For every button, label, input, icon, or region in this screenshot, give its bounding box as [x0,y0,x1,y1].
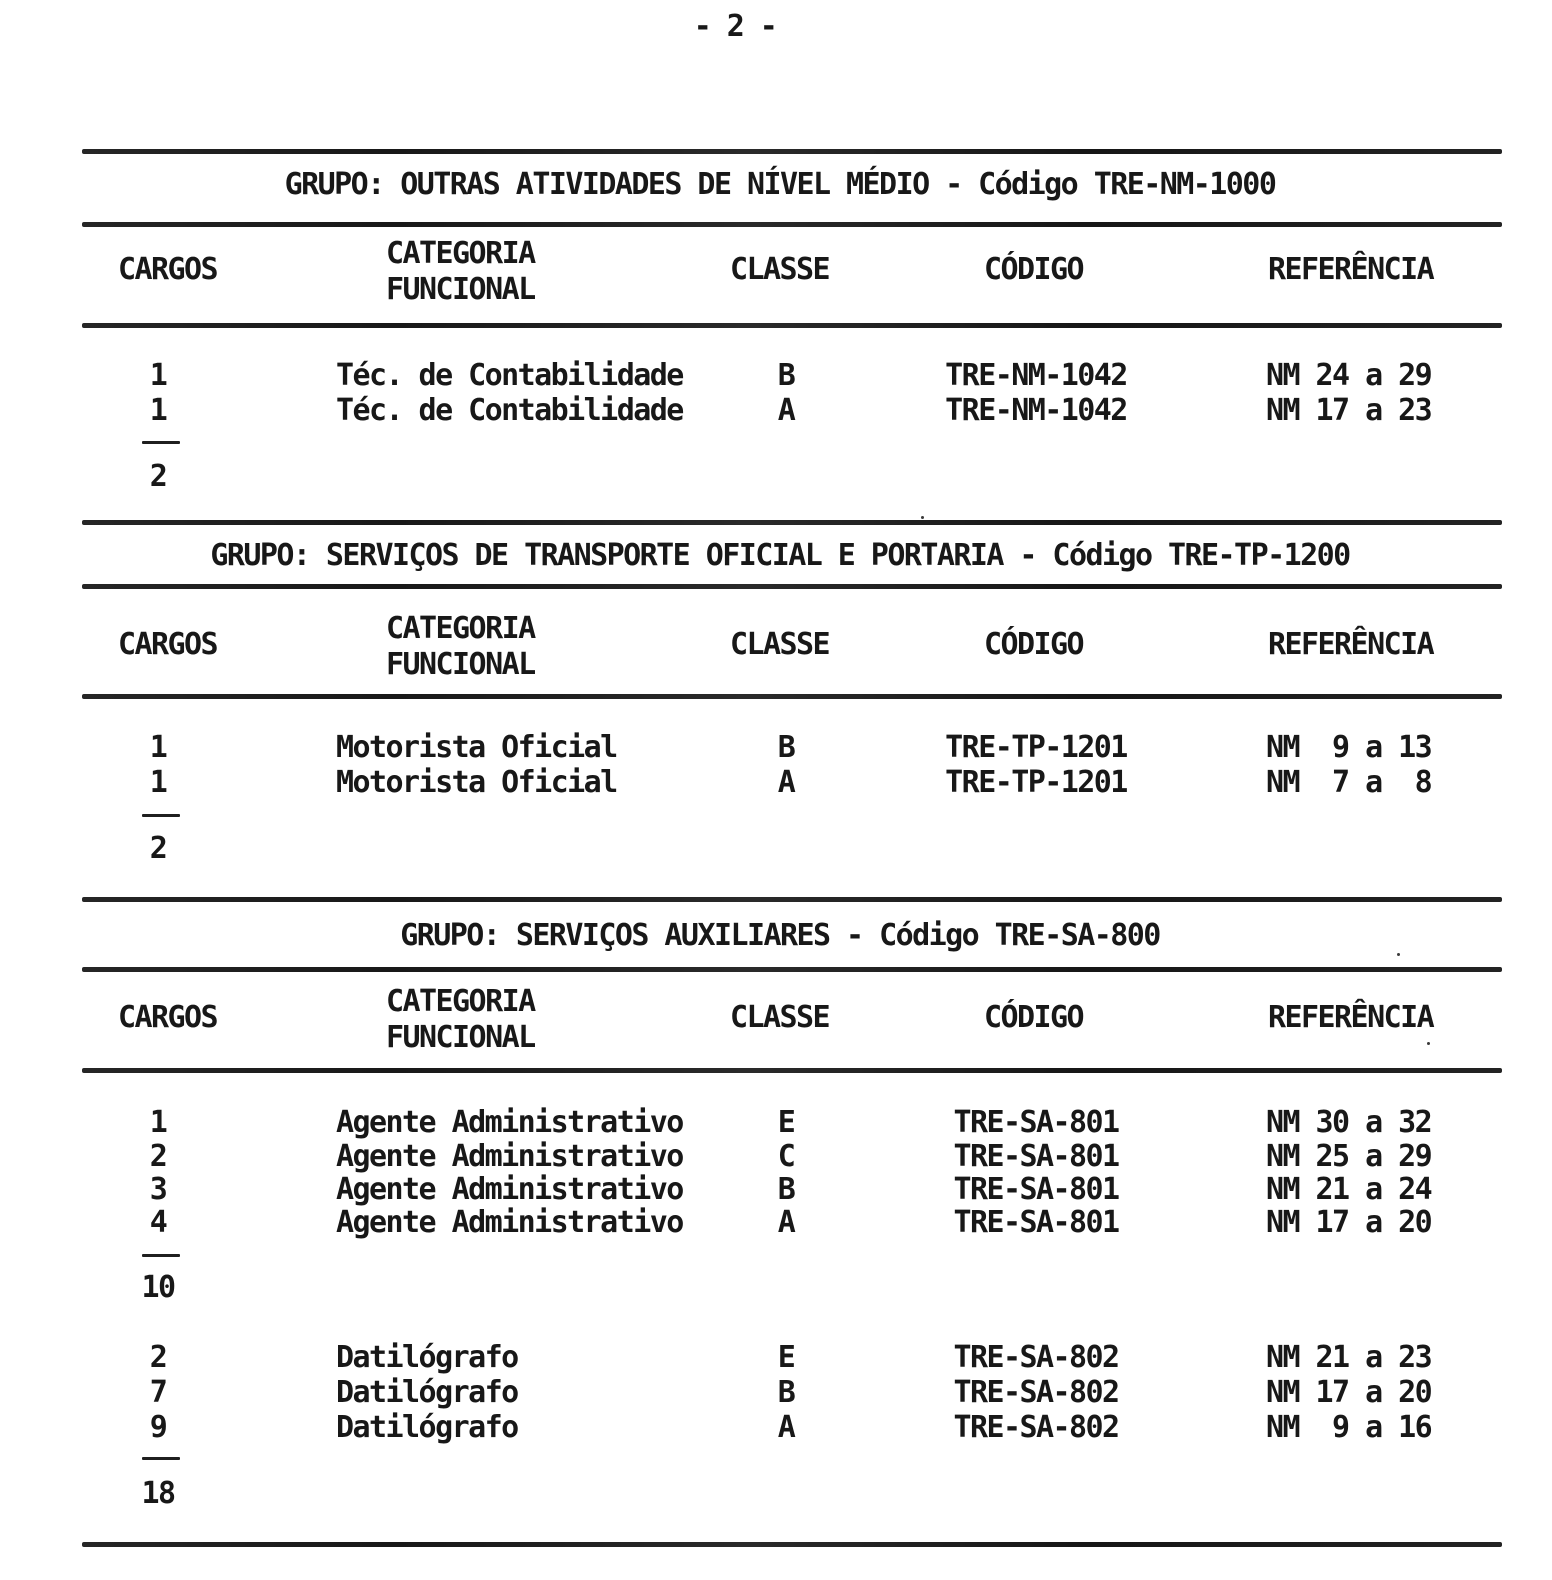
total-row [0,459,1552,495]
column-header-cargos: CARGOS [118,627,218,662]
column-header-categoria-line1: CATEGORIA [386,611,535,646]
table-row [0,730,1552,766]
cell-codigo: TRE-SA-801 [953,1172,1119,1207]
horizontal-rule [82,149,1502,154]
column-header-codigo: CÓDIGO [984,252,1084,287]
horizontal-rule [82,323,1502,328]
column-header-categoria-line1: CATEGORIA [386,236,535,271]
cell-referencia: NM 25 a 29 [1266,1139,1432,1174]
table3-group-title: GRUPO: SERVIÇOS AUXILIARES - Código TRE-SA-800 [400,918,1160,953]
column-header-classe: CLASSE [730,627,830,662]
cell-codigo: TRE-SA-802 [953,1375,1119,1410]
total-value: 18 [141,1476,175,1511]
cell-referencia: NM 7 a 8 [1266,765,1432,800]
cell-referencia: NM 17 a 20 [1266,1205,1432,1240]
column-header-categoria-line2: FUNCIONAL [386,272,535,307]
table1-group-title: GRUPO: OUTRAS ATIVIDADES DE NÍVEL MÉDIO - Código TRE-NM-1000 [284,167,1276,202]
cell-referencia: NM 30 a 32 [1266,1105,1432,1140]
column-header-categoria-line2: FUNCIONAL [386,1020,535,1055]
table-row [0,1172,1552,1208]
cell-categoria: Motorista Oficial [336,730,617,765]
column-header-categoria-funcional [386,236,535,308]
cell-classe: A [777,393,795,428]
cell-classe: C [777,1139,795,1174]
cell-cargos: 1 [149,393,167,428]
scan-speck [1397,953,1400,956]
column-header-codigo: CÓDIGO [984,627,1084,662]
cell-classe: B [777,358,795,393]
table-row [0,393,1552,429]
cell-codigo: TRE-SA-802 [953,1410,1119,1445]
horizontal-rule [82,967,1502,972]
table-row [0,765,1552,801]
scan-speck [1427,1042,1430,1045]
cell-codigo: TRE-NM-1042 [945,393,1127,428]
horizontal-rule [82,520,1502,525]
cell-cargos: 9 [149,1410,167,1445]
total-row [0,1270,1552,1306]
column-header-categoria-funcional [386,611,535,683]
scan-speck [921,516,924,519]
sum-line [142,1457,180,1460]
total-value: 2 [149,831,167,866]
cell-classe: A [777,1410,795,1445]
cell-codigo: TRE-SA-801 [953,1105,1119,1140]
cell-categoria: Datilógrafo [336,1340,518,1375]
cell-cargos: 1 [149,358,167,393]
cell-categoria: Téc. de Contabilidade [336,393,683,428]
total-row [0,1476,1552,1512]
cell-categoria: Datilógrafo [336,1375,518,1410]
cell-codigo: TRE-TP-1201 [945,730,1127,765]
total-value: 10 [141,1270,175,1305]
table2-header-row [0,611,1552,691]
table-row [0,358,1552,394]
cell-referencia: NM 24 a 29 [1266,358,1432,393]
cell-classe: A [777,765,795,800]
table-row [0,1205,1552,1241]
column-header-classe: CLASSE [730,252,830,287]
cell-cargos: 3 [149,1172,167,1207]
column-header-categoria-line2: FUNCIONAL [386,647,535,682]
cell-classe: B [777,730,795,765]
horizontal-rule [82,1068,1502,1073]
horizontal-rule [82,694,1502,699]
table-row [0,1410,1552,1446]
column-header-referencia: REFERÊNCIA [1268,627,1434,662]
column-header-cargos: CARGOS [118,1000,218,1035]
cell-referencia: NM 9 a 16 [1266,1410,1432,1445]
horizontal-rule [82,222,1502,227]
cell-categoria: Téc. de Contabilidade [336,358,683,393]
cell-referencia: NM 21 a 24 [1266,1172,1432,1207]
page-number: - 2 - [693,9,777,44]
column-header-codigo: CÓDIGO [984,1000,1084,1035]
cell-classe: B [777,1172,795,1207]
column-header-referencia: REFERÊNCIA [1268,252,1434,287]
table-row [0,1139,1552,1175]
table1-header-row [0,236,1552,316]
horizontal-rule [82,1542,1502,1547]
cell-cargos: 1 [149,765,167,800]
cell-categoria: Agente Administrativo [336,1205,683,1240]
table-row [0,1105,1552,1141]
cell-categoria: Motorista Oficial [336,765,617,800]
total-row [0,831,1552,867]
cell-codigo: TRE-SA-802 [953,1340,1119,1375]
horizontal-rule [82,584,1502,589]
cell-classe: E [777,1105,795,1140]
cell-codigo: TRE-NM-1042 [945,358,1127,393]
cell-categoria: Datilógrafo [336,1410,518,1445]
sum-line [142,441,180,444]
table-row [0,1375,1552,1411]
cell-codigo: TRE-SA-801 [953,1205,1119,1240]
column-header-categoria-funcional [386,984,535,1056]
sum-line [142,1254,180,1257]
cell-cargos: 7 [149,1375,167,1410]
cell-classe: E [777,1340,795,1375]
total-value: 2 [149,459,167,494]
horizontal-rule [82,897,1502,902]
cell-cargos: 2 [149,1139,167,1174]
cell-cargos: 2 [149,1340,167,1375]
column-header-classe: CLASSE [730,1000,830,1035]
column-header-cargos: CARGOS [118,252,218,287]
sum-line [142,814,180,817]
cell-cargos: 4 [149,1205,167,1240]
cell-categoria: Agente Administrativo [336,1105,683,1140]
cell-classe: A [777,1205,795,1240]
table-row [0,1340,1552,1376]
cell-classe: B [777,1375,795,1410]
cell-cargos: 1 [149,1105,167,1140]
cell-codigo: TRE-SA-801 [953,1139,1119,1174]
cell-referencia: NM 17 a 20 [1266,1375,1432,1410]
cell-codigo: TRE-TP-1201 [945,765,1127,800]
cell-referencia: NM 21 a 23 [1266,1340,1432,1375]
column-header-categoria-line1: CATEGORIA [386,984,535,1019]
table3-header-row [0,984,1552,1064]
table2-group-title: GRUPO: SERVIÇOS DE TRANSPORTE OFICIAL E PORTARIA - Código TRE-TP-1200 [210,538,1350,573]
cell-referencia: NM 17 a 23 [1266,393,1432,428]
cell-cargos: 1 [149,730,167,765]
cell-categoria: Agente Administrativo [336,1139,683,1174]
cell-categoria: Agente Administrativo [336,1172,683,1207]
column-header-referencia: REFERÊNCIA [1268,1000,1434,1035]
cell-referencia: NM 9 a 13 [1266,730,1432,765]
